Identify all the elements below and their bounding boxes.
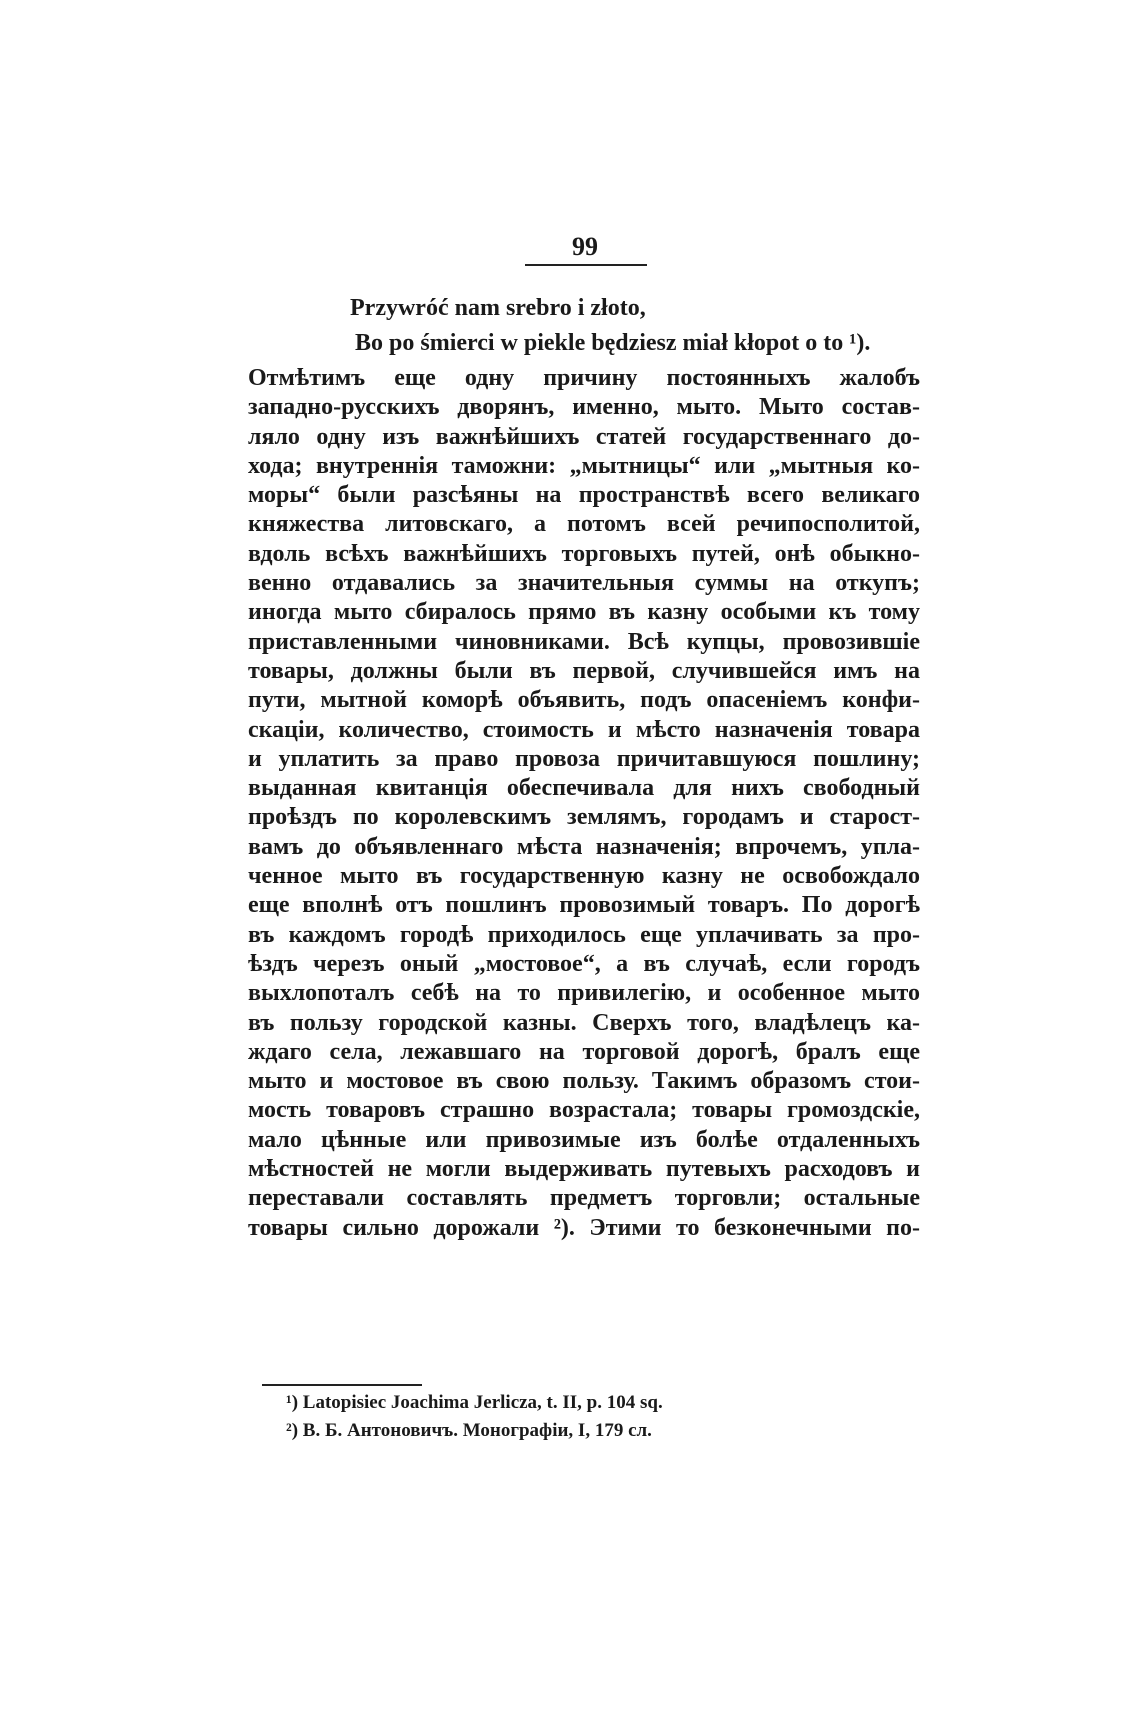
body-line: скаціи, количество, стоимость и мѣсто назначенія товара xyxy=(248,716,920,743)
page-number-rule xyxy=(525,264,647,266)
body-text xyxy=(248,364,920,1243)
body-line: еще вполнѣ отъ пошлинъ провозимый товаръ. По дорогѣ xyxy=(248,892,920,919)
verse-line-2: Bo po śmierci w piekle będziesz miał kłopot o to ¹). xyxy=(355,330,871,356)
body-line: и уплатить за право провоза причитавшуюся пошлину; xyxy=(248,745,920,772)
body-line: западно-русскихъ дворянъ, именно, мыто. Мыто состав- xyxy=(248,394,920,421)
page-number: 99 xyxy=(572,232,598,261)
body-line: въ каждомъ городѣ приходилось еще уплачивать за про- xyxy=(248,921,920,948)
footnote-2: ²) В. Б. Антоновичъ. Монографіи, I, 179 сл. xyxy=(286,1420,652,1441)
body-line: иногда мыто сбиралось прямо въ казну особыми къ тому xyxy=(248,599,920,626)
body-line: вдоль всѣхъ важнѣйшихъ торговыхъ путей, онѣ обыкно- xyxy=(248,540,920,567)
body-line: моры“ были разсѣяны на пространствѣ всего великаго xyxy=(248,482,920,509)
body-line: выданная квитанція обеспечивала для нихъ свободный xyxy=(248,775,920,802)
body-line: княжества литовскаго, а потомъ всей речипосполитой, xyxy=(248,511,920,538)
body-line: венно отдавались за значительныя суммы на откупъ; xyxy=(248,570,920,597)
body-line: ждаго села, лежавшаго на торговой дорогѣ, бралъ еще xyxy=(248,1038,920,1065)
body-line: мость товаровъ страшно возрастала; товары громоздскіе, xyxy=(248,1097,920,1124)
footnote-rule xyxy=(262,1384,422,1386)
body-line: приставленными чиновниками. Всѣ купцы, провозившіе xyxy=(248,628,920,655)
body-line: ляло одну изъ важнѣйшихъ статей государственнаго до- xyxy=(248,423,920,450)
body-line: товары, должны были въ первой, случившейся имъ на xyxy=(248,657,920,684)
footnote-1: ¹) Latopisiec Joachima Jerlicza, t. II, p. 104 sq. xyxy=(286,1392,663,1413)
body-line: въ пользу городской казны. Сверхъ того, владѣлецъ ка- xyxy=(248,1009,920,1036)
body-line: ѣздъ черезъ оный „мостовое“, а въ случаѣ, если городъ xyxy=(248,950,920,977)
verse-line-1: Przywróć nam srebro i złoto, xyxy=(350,295,646,321)
body-line: Отмѣтимъ еще одну причину постоянныхъ жалобъ xyxy=(248,365,920,391)
body-line: вамъ до объявленнаго мѣста назначенія; впрочемъ, упла- xyxy=(248,833,920,860)
body-line: товары сильно дорожали ²). Этими то безконечными по- xyxy=(248,1214,920,1241)
body-line: мало цѣнные или привозимые изъ болѣе отдаленныхъ xyxy=(248,1126,920,1153)
body-line: выхлопоталъ себѣ на то привилегію, и особенное мыто xyxy=(248,980,920,1007)
body-line: хода; внутреннія таможни: „мытницы“ или „мытныя ко- xyxy=(248,452,920,479)
body-line: ченное мыто въ государственную казну не освобождало xyxy=(248,863,920,890)
body-line: мѣстностей не могли выдерживать путевыхъ расходовъ и xyxy=(248,1156,920,1183)
body-line: переставали составлять предметъ торговли; остальные xyxy=(248,1185,920,1212)
body-line: проѣздъ по королевскимъ землямъ, городамъ и старост- xyxy=(248,804,920,831)
body-line: мыто и мостовое въ свою пользу. Такимъ образомъ стои- xyxy=(248,1068,920,1095)
body-line: пути, мытной коморѣ объявить, подъ опасеніемъ конфи- xyxy=(248,687,920,714)
